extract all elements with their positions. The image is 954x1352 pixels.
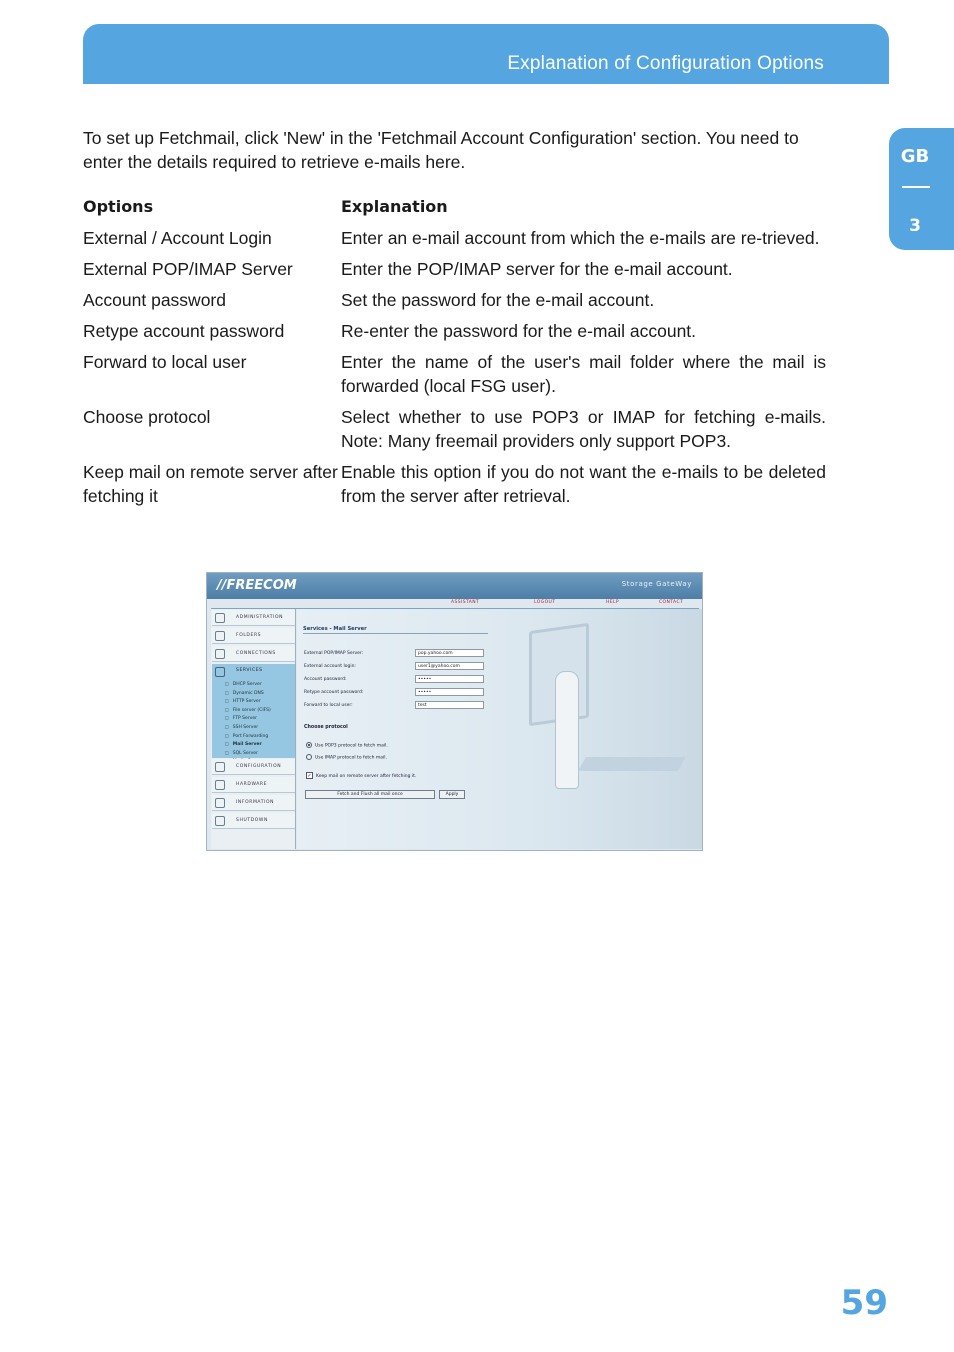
tab-divider <box>902 186 930 188</box>
nav-label: SHUTDOWN <box>236 818 268 823</box>
page-number: 59 <box>840 1283 888 1323</box>
nav-connections[interactable] <box>212 646 295 662</box>
table-header-row <box>83 195 828 219</box>
services-icon <box>215 667 225 677</box>
services-submenu <box>225 680 271 766</box>
submenu-item[interactable]: □ SSH Server <box>225 723 271 732</box>
retype-password-input[interactable]: ••••• <box>415 688 484 696</box>
menu-contact[interactable]: CONTACT <box>659 600 684 605</box>
protocol-heading: Choose protocol <box>304 725 348 730</box>
users-icon <box>215 613 225 623</box>
nav-label: INFORMATION <box>236 800 275 805</box>
nav-label: FOLDERS <box>236 633 262 638</box>
nav-configuration[interactable] <box>212 759 295 775</box>
field-label: Forward to local user: <box>304 703 353 708</box>
intro-paragraph: To set up Fetchmail, click 'New' in the 'Fetchmail Account Configuration' section. You need to enter the details required to retrieve e-mails here. <box>83 128 799 172</box>
option-explanation: Enter the POP/IMAP server for the e-mail account. <box>341 259 733 279</box>
field-label: Retype account password: <box>304 690 364 695</box>
brand-text: Storage GateWay <box>621 580 692 588</box>
nav-services[interactable] <box>212 664 295 758</box>
nav-label: HARDWARE <box>236 782 268 787</box>
explanation-header: Explanation <box>341 197 448 216</box>
table-row <box>83 288 828 312</box>
pop3-option[interactable] <box>306 742 388 749</box>
submenu-item[interactable]: □ Dynamic DNS <box>225 689 271 698</box>
screenshot-header <box>207 573 702 599</box>
keyboard-illustration <box>578 757 686 771</box>
checkbox-label: Keep mail on remote server after fetching it. <box>316 774 417 779</box>
option-name: External POP/IMAP Server <box>83 259 293 279</box>
menu-assistant[interactable]: ASSISTANT <box>451 600 480 605</box>
option-explanation: Enter the name of the user's mail folder where the mail is forwarded (local FSG user). <box>341 352 826 396</box>
field-label: External account login: <box>304 664 356 669</box>
submenu-item[interactable]: □ SQL Server <box>225 749 271 758</box>
option-explanation: Set the password for the e-mail account. <box>341 290 655 310</box>
local-user-input[interactable]: test <box>415 701 484 709</box>
nav-label: CONFIGURATION <box>236 764 282 769</box>
nav-hardware[interactable] <box>212 777 295 793</box>
radio-icon[interactable] <box>306 754 312 760</box>
keep-mail-option[interactable] <box>306 772 416 779</box>
folder-icon <box>215 631 225 641</box>
nav-shutdown[interactable] <box>212 813 295 829</box>
option-explanation: Re-enter the password for the e-mail account. <box>341 321 697 341</box>
option-name: Keep mail on remote server after fetching it <box>83 462 338 506</box>
apply-button[interactable]: Apply <box>439 790 465 799</box>
submenu-item-active[interactable]: □ Mail Server <box>225 740 271 749</box>
info-icon <box>215 798 225 808</box>
account-password-input[interactable]: ••••• <box>415 675 484 683</box>
field-label: External POP/IMAP Server: <box>304 651 364 656</box>
nav-administration[interactable] <box>212 610 295 626</box>
radio-selected-icon[interactable] <box>306 742 312 748</box>
section-title: Explanation of Configuration Options <box>507 53 824 74</box>
header-bar <box>83 24 889 84</box>
screenshot-content <box>297 609 702 849</box>
nav-folders[interactable] <box>212 628 295 644</box>
network-icon <box>215 649 225 659</box>
freecom-logo: //FREECOM <box>217 578 297 593</box>
radio-label: Use POP3 protocol to fetch mail. <box>315 743 388 749</box>
option-name: Account password <box>83 290 226 310</box>
nav-label: CONNECTIONS <box>236 651 276 656</box>
radio-label: Use IMAP protocol to fetch mail. <box>315 755 387 761</box>
option-explanation: Enter an e-mail account from which the e-mails are re-trieved. <box>341 228 820 248</box>
table-row <box>83 257 828 281</box>
table-row <box>83 350 828 398</box>
top-menu <box>211 600 699 609</box>
checkbox-checked-icon[interactable]: ✓ <box>307 773 312 779</box>
table-row <box>83 460 828 508</box>
options-table <box>83 195 828 515</box>
options-header: Options <box>83 197 154 216</box>
option-name: External / Account Login <box>83 228 272 248</box>
table-row <box>83 319 828 343</box>
hardware-icon <box>215 780 225 790</box>
shutdown-icon <box>215 816 225 826</box>
tools-icon <box>215 762 225 772</box>
imap-option[interactable] <box>306 754 387 761</box>
account-login-input[interactable]: user1@yahoo.com <box>415 662 484 670</box>
language-code: GB <box>900 146 930 167</box>
menu-logout[interactable]: LOGOUT <box>534 600 556 605</box>
nav-information[interactable] <box>212 795 295 811</box>
table-row <box>83 226 828 250</box>
pop-imap-server-input[interactable]: pop.yahoo.com <box>415 649 484 657</box>
submenu-item[interactable]: □ Port Forwarding <box>225 732 271 741</box>
mail-server-screenshot <box>206 572 703 851</box>
title-rule <box>303 633 488 634</box>
option-name: Choose protocol <box>83 407 211 427</box>
table-row <box>83 405 828 453</box>
screenshot-sidebar <box>211 609 296 849</box>
field-label: Account password: <box>304 677 347 682</box>
option-explanation: Select whether to use POP3 or IMAP for fetching e-mails. Note: Many freemail providers only support POP3. <box>341 407 826 451</box>
fetch-flush-button[interactable]: Fetch and Flush all mail once <box>305 790 435 799</box>
chapter-number: 3 <box>909 216 921 236</box>
chapter-tab <box>889 128 954 250</box>
option-name: Forward to local user <box>83 352 247 372</box>
option-explanation: Enable this option if you do not want the e-mails to be deleted from the server after retrieval. <box>341 462 826 506</box>
submenu-item[interactable]: □ HTTP Server <box>225 697 271 706</box>
option-name: Retype account password <box>83 321 285 341</box>
submenu-item[interactable]: □ FTP Server <box>225 714 271 723</box>
menu-help[interactable]: HELP <box>606 600 620 605</box>
submenu-item[interactable]: □ DHCP Server <box>225 680 271 689</box>
device-illustration <box>555 671 579 789</box>
services-title: Services - Mail Server <box>303 626 367 632</box>
nav-label: SERVICES <box>236 668 263 673</box>
submenu-item[interactable]: □ File server (CIFS) <box>225 706 271 715</box>
nav-label: ADMINISTRATION <box>236 615 284 620</box>
